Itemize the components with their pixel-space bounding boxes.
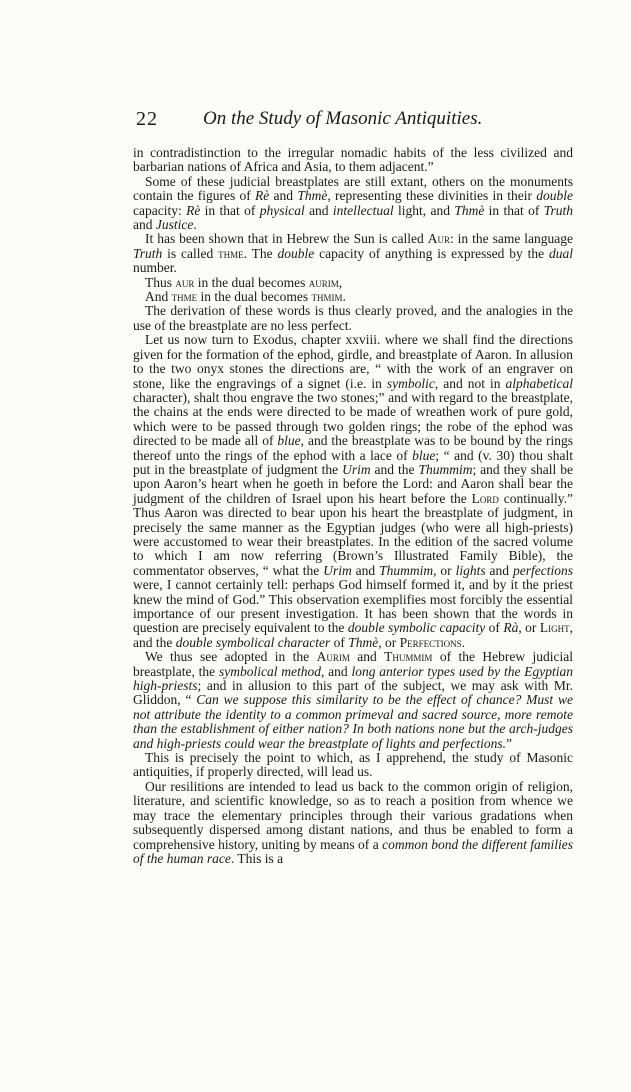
- italic-text: blue: [412, 447, 436, 463]
- italic-text: Thmè: [297, 188, 328, 204]
- small-caps-text: Light: [539, 620, 570, 636]
- italic-text: Truth: [543, 202, 573, 218]
- text-run: ; and in allusion to this part of the subject, we may ask with Mr. Gliddon, “: [133, 678, 573, 708]
- italic-text: Truth: [133, 245, 163, 261]
- italic-text: symbolical method: [218, 663, 321, 679]
- text-run: . The: [243, 245, 278, 261]
- small-caps-text: Thummim: [384, 649, 433, 665]
- small-caps-text: Perfections: [399, 634, 462, 650]
- text-run: and: [133, 217, 156, 233]
- text-run: in contradistinction to the irregular nomadic habits of the less civilized and barbarian nations of Africa and Asia, to them adjacent.”: [133, 145, 573, 175]
- italic-text: double: [536, 188, 573, 204]
- text-run: ; and they shall be upon Aaron’s heart when he goeth in before the Lord: and Aaron shall bear the judgment of the children of Israel upon his heart before the: [133, 461, 573, 506]
- italic-text: Can we suppose this similarity to be the effect of chance? Must we not attribute the identity to a common primeval and sacred source, more remote than the establishment of either nation? In both nations none but the arch-judges and high-priests could wear the breastplate of lights and perfections.: [133, 692, 573, 751]
- text-run: , or: [433, 562, 456, 578]
- italic-text: dual: [549, 245, 574, 261]
- italic-text: Thummim: [418, 461, 473, 477]
- text-run: , and the breastplate was to be bound by the rings thereof unto the rings of the ephod with a lace of: [133, 433, 573, 463]
- paragraph-p8: [133, 650, 573, 751]
- text-run: ,: [338, 274, 343, 290]
- text-run: in the dual becomes: [197, 289, 312, 305]
- italic-text: lights: [455, 562, 486, 578]
- small-caps-text: aur: [175, 274, 195, 290]
- text-run: We thus see adopted in the: [145, 649, 317, 665]
- text-run: , and the: [133, 620, 573, 650]
- italic-text: Rè: [255, 188, 270, 204]
- page-header: [136, 108, 576, 134]
- paragraph-p1: [133, 146, 573, 175]
- text-run: , and not in: [434, 375, 506, 391]
- paragraph-p6: [133, 304, 573, 333]
- text-run: It has been shown that in Hebrew the Sun is called: [145, 231, 428, 247]
- italic-text: Thummim: [379, 562, 434, 578]
- text-run: , and: [321, 663, 352, 679]
- text-run: .: [342, 289, 346, 305]
- small-caps-text: Lord: [471, 490, 499, 506]
- italic-text: alphabetical: [505, 375, 573, 391]
- paragraph-p7: [133, 333, 573, 650]
- paragraph-p4: [133, 276, 573, 290]
- text-run: in the dual becomes: [194, 274, 309, 290]
- text-run: and: [351, 562, 380, 578]
- text-run: character), shalt thou engrave the two stones;” and with regard to the breastplate, the chains at the ends were directed to be made of wreathen work of pure gold, which were to be passed through two golden rings; the robe of the ephod was directed to be made all of: [133, 389, 573, 449]
- paragraph-p9: [133, 751, 573, 780]
- italic-text: common bond the different families of the human race: [133, 836, 573, 866]
- paragraph-p2: [133, 175, 573, 233]
- text-run: in that of: [484, 202, 544, 218]
- text-run: Let us now turn to Exodus, chapter xxviii. where we shall find the directions given for the formation of the ephod, girdle, and breastplate of Aaron. In allusion to the two onyx stones the directions are, “ with the work of an engraver on stone, like the engravings of a signet (i.e. in: [133, 332, 573, 391]
- page-number: 22: [136, 108, 158, 130]
- text-run: of the Hebrew judicial breastplate, the: [133, 649, 573, 679]
- small-caps-text: thme: [218, 245, 244, 261]
- small-caps-text: thmim: [311, 289, 343, 305]
- text-run: .: [461, 634, 465, 650]
- text-run: , or: [378, 634, 400, 650]
- text-run: This is precisely the point to which, as I apprehend, the study of Masonic antiquities, if properly directed, will lead us.: [133, 750, 573, 780]
- italic-text: Rà: [503, 620, 519, 636]
- small-caps-text: Aur: [427, 231, 450, 247]
- text-run: : in the same language: [449, 231, 573, 247]
- text-run: , or: [518, 620, 540, 636]
- text-run: and: [269, 188, 298, 204]
- text-run: were, I cannot certainly tell: perhaps God himself formed it, and by it the priest knew the mind of God.” This observation exemplifies most forcibly the essential importance of our present investigation. It has been shown that the words in question are precisely equivalent to the: [133, 577, 573, 636]
- text-run: ”: [505, 735, 512, 751]
- italic-text: intellectual: [332, 202, 394, 218]
- text-run: Some of these judicial breastplates are still extant, others on the monuments contain the figures of: [133, 173, 573, 204]
- italic-text: Thmè: [454, 202, 485, 218]
- small-caps-text: thme: [171, 289, 198, 305]
- italic-text: Rè: [186, 202, 201, 218]
- italic-text: Justice: [155, 217, 194, 233]
- italic-text: double symbolical character: [175, 634, 331, 650]
- paragraph-p5: [133, 290, 573, 304]
- text-run: and: [349, 649, 385, 665]
- italic-text: symbolic: [386, 375, 435, 391]
- text-run: ; “ and (v. 30) thou shalt put in the breastplate of judgment the: [133, 447, 573, 477]
- text-run: Our resilitions are intended to lead us back to the common origin of religion, literature, and scientific knowledge, so as to reach a position from whence we may trace the elementary principles through their various gradations when subsequently dispersed among distant nations, and thus be enabled to form a comprehensive history, uniting by means of a: [133, 778, 573, 852]
- text-run: continually.” Thus Aaron was directed to bear upon his heart the breastplate of judgment, in precisely the same manner as the Egyptian judges (who were all high-priests) were accustomed to wear their breastplates. In the edition of the sacred volume to which I am now referring (Brown’s Illustrated Family Bible), the commentator observes, “ what the: [133, 490, 573, 578]
- text-run: number.: [133, 260, 177, 276]
- italic-text: double: [277, 245, 315, 261]
- text-run: , representing these divinities in their: [327, 188, 537, 204]
- text-run: of: [330, 634, 349, 650]
- text-run: in that of: [200, 202, 260, 218]
- text-run: light, and: [393, 202, 455, 218]
- text-run: and: [304, 202, 333, 218]
- italic-text: perfections: [512, 562, 573, 578]
- italic-text: Thmè: [348, 634, 379, 650]
- text-run: .: [193, 217, 197, 233]
- italic-text: physical: [259, 202, 305, 218]
- italic-text: long anterior types used by the Egyptian high-priests: [133, 663, 574, 694]
- text-run: of: [485, 620, 504, 636]
- text-run: Thus: [145, 274, 176, 290]
- text-run: . This is a: [230, 850, 284, 866]
- text-run: And: [145, 289, 172, 305]
- text-run: The derivation of these words is thus clearly proved, and the analogies in the use of the breastplate are no less perfect.: [133, 303, 573, 333]
- paragraph-p3: [133, 232, 573, 275]
- paragraph-p10: [133, 780, 573, 866]
- italic-text: blue: [277, 433, 301, 449]
- small-caps-text: Aurim: [316, 649, 350, 665]
- italic-text: Urim: [323, 562, 352, 578]
- italic-text: Urim: [342, 461, 371, 477]
- running-title: On the Study of Masonic Antiquities.: [203, 108, 483, 129]
- text-run: and the: [370, 461, 419, 477]
- text-run: is called: [162, 245, 219, 261]
- text-run: capacity of anything is expressed by the: [314, 245, 549, 261]
- text-run: capacity:: [133, 202, 187, 218]
- body-text: [133, 146, 573, 866]
- text-run: and: [485, 562, 513, 578]
- italic-text: double symbolic capacity: [347, 620, 486, 636]
- small-caps-text: aurim: [308, 274, 339, 290]
